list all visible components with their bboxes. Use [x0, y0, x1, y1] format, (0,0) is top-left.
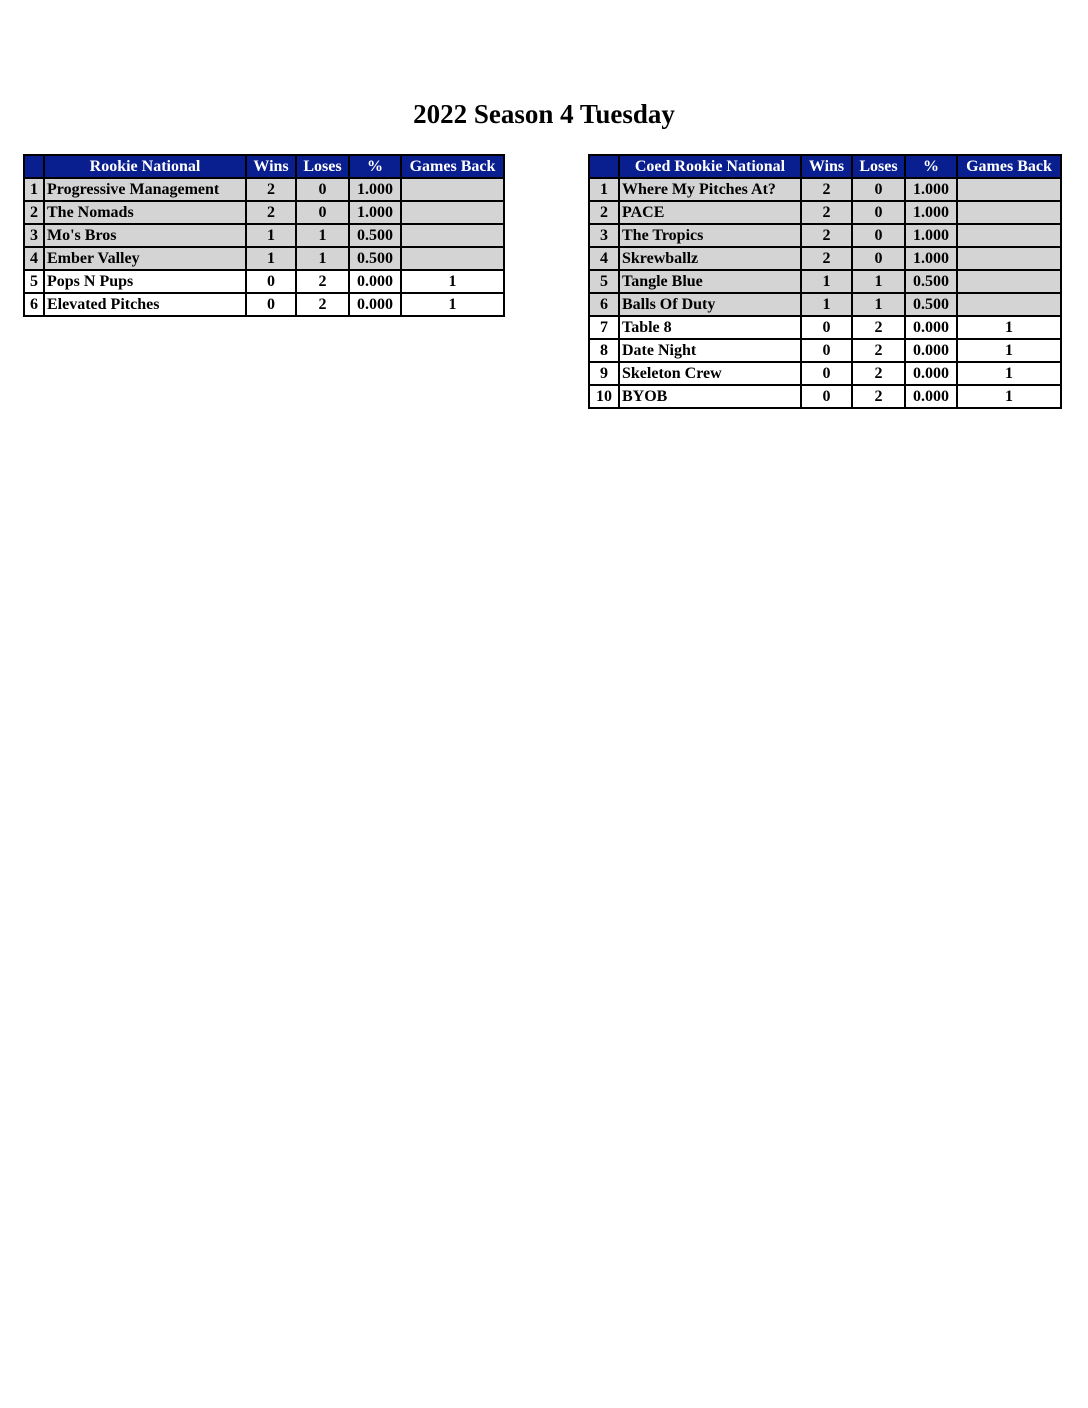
table-row	[589, 247, 1061, 270]
loses-header: Loses	[852, 155, 905, 178]
wins-header: Wins	[246, 155, 296, 178]
loses-cell: 1	[852, 270, 905, 293]
loses-cell: 0	[852, 201, 905, 224]
table-row	[589, 339, 1061, 362]
rank-header	[24, 155, 44, 178]
loses-cell: 2	[852, 339, 905, 362]
pct-cell: 1.000	[905, 178, 957, 201]
games-back-cell: 1	[401, 293, 504, 316]
games-back-cell	[401, 247, 504, 270]
table-row	[589, 224, 1061, 247]
games-back-cell	[401, 224, 504, 247]
games-back-cell	[957, 201, 1061, 224]
loses-cell: 0	[852, 178, 905, 201]
games-back-cell	[957, 224, 1061, 247]
rank-cell: 2	[589, 201, 619, 224]
games-back-cell	[957, 270, 1061, 293]
wins-cell: 1	[246, 224, 296, 247]
wins-cell: 2	[801, 224, 852, 247]
rank-cell: 9	[589, 362, 619, 385]
rank-cell: 10	[589, 385, 619, 408]
rank-cell: 3	[24, 224, 44, 247]
wins-cell: 2	[801, 178, 852, 201]
table-row	[589, 362, 1061, 385]
rank-cell: 5	[24, 270, 44, 293]
team-name-cell: Tangle Blue	[619, 270, 801, 293]
games-back-cell: 1	[401, 270, 504, 293]
table-row	[589, 316, 1061, 339]
pct-cell: 0.000	[905, 362, 957, 385]
loses-cell: 1	[296, 224, 349, 247]
team-name-cell: Progressive Management	[44, 178, 246, 201]
rank-cell: 1	[24, 178, 44, 201]
pct-cell: 1.000	[905, 247, 957, 270]
wins-header: Wins	[801, 155, 852, 178]
table-row	[24, 178, 504, 201]
rank-cell: 6	[589, 293, 619, 316]
wins-cell: 0	[801, 339, 852, 362]
pct-cell: 1.000	[905, 201, 957, 224]
table-row	[589, 178, 1061, 201]
wins-cell: 2	[246, 201, 296, 224]
team-name-cell: Elevated Pitches	[44, 293, 246, 316]
games-back-cell	[957, 178, 1061, 201]
rank-cell: 8	[589, 339, 619, 362]
team-name-cell: Table 8	[619, 316, 801, 339]
loses-cell: 2	[852, 316, 905, 339]
wins-cell: 1	[246, 247, 296, 270]
games-back-cell: 1	[957, 316, 1061, 339]
pct-cell: 0.000	[349, 270, 401, 293]
pct-cell: 0.500	[905, 270, 957, 293]
team-name-cell: The Nomads	[44, 201, 246, 224]
games-back-cell: 1	[957, 362, 1061, 385]
wins-cell: 0	[801, 316, 852, 339]
team-name-cell: Balls Of Duty	[619, 293, 801, 316]
loses-cell: 1	[296, 247, 349, 270]
loses-cell: 2	[852, 385, 905, 408]
pct-cell: 0.500	[905, 293, 957, 316]
loses-cell: 0	[852, 224, 905, 247]
table-row	[24, 201, 504, 224]
table-row	[24, 247, 504, 270]
division-header: Coed Rookie National	[619, 155, 801, 178]
rank-header	[589, 155, 619, 178]
table-row	[24, 293, 504, 316]
division-header: Rookie National	[44, 155, 246, 178]
pct-header: %	[349, 155, 401, 178]
wins-cell: 0	[801, 362, 852, 385]
table-row	[589, 270, 1061, 293]
team-name-cell: Date Night	[619, 339, 801, 362]
rank-cell: 3	[589, 224, 619, 247]
games-back-cell	[401, 178, 504, 201]
loses-cell: 0	[852, 247, 905, 270]
pct-cell: 0.000	[905, 316, 957, 339]
pct-cell: 0.500	[349, 247, 401, 270]
pct-cell: 0.000	[905, 339, 957, 362]
wins-cell: 0	[801, 385, 852, 408]
pct-cell: 0.000	[905, 385, 957, 408]
loses-cell: 2	[296, 270, 349, 293]
team-name-cell: Where My Pitches At?	[619, 178, 801, 201]
table-row	[24, 224, 504, 247]
loses-cell: 1	[852, 293, 905, 316]
table-row	[589, 385, 1061, 408]
rank-cell: 7	[589, 316, 619, 339]
games-back-header: Games Back	[401, 155, 504, 178]
pct-cell: 1.000	[905, 224, 957, 247]
rookie-national-table	[23, 154, 505, 317]
table-header-row	[589, 155, 1061, 178]
team-name-cell: Mo's Bros	[44, 224, 246, 247]
wins-cell: 2	[801, 247, 852, 270]
loses-cell: 2	[296, 293, 349, 316]
wins-cell: 0	[246, 293, 296, 316]
loses-cell: 2	[852, 362, 905, 385]
games-back-cell	[957, 247, 1061, 270]
pct-header: %	[905, 155, 957, 178]
table-row	[589, 201, 1061, 224]
pct-cell: 1.000	[349, 201, 401, 224]
wins-cell: 0	[246, 270, 296, 293]
coed-rookie-national-table	[588, 154, 1062, 409]
team-name-cell: Ember Valley	[44, 247, 246, 270]
team-name-cell: Pops N Pups	[44, 270, 246, 293]
rank-cell: 5	[589, 270, 619, 293]
wins-cell: 2	[801, 201, 852, 224]
table-row	[24, 270, 504, 293]
table-header-row	[24, 155, 504, 178]
games-back-cell	[957, 293, 1061, 316]
table-row	[589, 293, 1061, 316]
loses-header: Loses	[296, 155, 349, 178]
pct-cell: 1.000	[349, 178, 401, 201]
team-name-cell: Skeleton Crew	[619, 362, 801, 385]
rank-cell: 4	[589, 247, 619, 270]
team-name-cell: BYOB	[619, 385, 801, 408]
page-title: 2022 Season 4 Tuesday	[413, 99, 675, 129]
pct-cell: 0.000	[349, 293, 401, 316]
games-back-cell	[401, 201, 504, 224]
games-back-header: Games Back	[957, 155, 1061, 178]
pct-cell: 0.500	[349, 224, 401, 247]
wins-cell: 2	[246, 178, 296, 201]
team-name-cell: Skrewballz	[619, 247, 801, 270]
wins-cell: 1	[801, 270, 852, 293]
rank-cell: 2	[24, 201, 44, 224]
wins-cell: 1	[801, 293, 852, 316]
loses-cell: 0	[296, 178, 349, 201]
rank-cell: 1	[589, 178, 619, 201]
games-back-cell: 1	[957, 385, 1061, 408]
loses-cell: 0	[296, 201, 349, 224]
team-name-cell: The Tropics	[619, 224, 801, 247]
team-name-cell: PACE	[619, 201, 801, 224]
games-back-cell: 1	[957, 339, 1061, 362]
rank-cell: 6	[24, 293, 44, 316]
rank-cell: 4	[24, 247, 44, 270]
